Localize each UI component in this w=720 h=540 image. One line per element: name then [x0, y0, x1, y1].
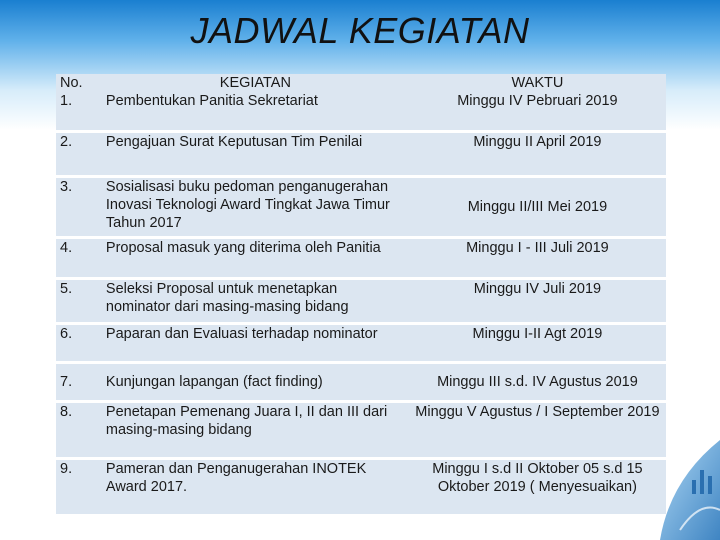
row-no: 4. — [56, 239, 102, 278]
row-kegiatan: Sosialisasi buku pedoman penganugerahan Inovasi Teknologi Award Tingkat Jawa Timur Tahun 2017 — [102, 178, 409, 237]
row-no: 2. — [56, 133, 102, 176]
table-row — [56, 178, 666, 237]
row-waktu: Minggu I-II Agt 2019 — [409, 325, 666, 362]
header-kegiatan: KEGIATAN — [219, 75, 291, 91]
table-row — [56, 280, 666, 323]
row-no: 9. — [56, 460, 102, 515]
row-no: 1. — [60, 93, 73, 109]
row-kegiatan: Seleksi Proposal untuk menetapkan nominator dari masing-masing bidang — [102, 280, 409, 323]
row-no: 5. — [56, 280, 102, 323]
row-waktu: Minggu II April 2019 — [409, 133, 666, 176]
row-kegiatan: Paparan dan Evaluasi terhadap nominator — [102, 325, 409, 362]
table-row — [56, 74, 666, 131]
table-row — [56, 364, 666, 401]
row-1-no-cell — [56, 74, 102, 131]
row-no: 6. — [56, 325, 102, 362]
row-waktu: Minggu V Agustus / I September 2019 — [409, 403, 666, 458]
row-kegiatan: Pameran dan Penganugerahan INOTEK Award 2017. — [102, 460, 409, 515]
row-waktu: Minggu I - III Juli 2019 — [409, 239, 666, 278]
row-kegiatan: Proposal masuk yang diterima oleh Panitia — [102, 239, 409, 278]
row-kegiatan: Kunjungan lapangan (fact finding) — [102, 364, 409, 401]
row-no: 7. — [56, 364, 102, 401]
row-kegiatan: Pengajuan Surat Keputusan Tim Penilai — [102, 133, 409, 176]
row-kegiatan: Pembentukan Panitia Sekretariat — [105, 93, 318, 109]
header-no: No. — [60, 75, 83, 91]
row-1-waktu-cell — [409, 74, 666, 131]
header-waktu: WAKTU — [511, 75, 564, 91]
row-waktu: Minggu II/III Mei 2019 — [409, 178, 666, 237]
row-waktu: Minggu IV Pebruari 2019 — [457, 93, 618, 109]
schedule-table — [56, 72, 666, 517]
row-waktu: Minggu I s.d II Oktober 05 s.d 15 Oktober 2019 ( Menyesuaikan) — [409, 460, 666, 515]
row-no: 8. — [56, 403, 102, 458]
page-title: JADWAL KEGIATAN — [190, 10, 530, 51]
row-waktu: Minggu IV Juli 2019 — [409, 280, 666, 323]
table-row — [56, 239, 666, 278]
row-1-kegiatan-cell — [102, 74, 409, 131]
table-row — [56, 133, 666, 176]
row-no: 3. — [56, 178, 102, 237]
row-waktu: Minggu III s.d. IV Agustus 2019 — [409, 364, 666, 401]
table-row — [56, 460, 666, 515]
row-kegiatan: Penetapan Pemenang Juara I, II dan III dari masing-masing bidang — [102, 403, 409, 458]
table-row — [56, 325, 666, 362]
table-row — [56, 403, 666, 458]
